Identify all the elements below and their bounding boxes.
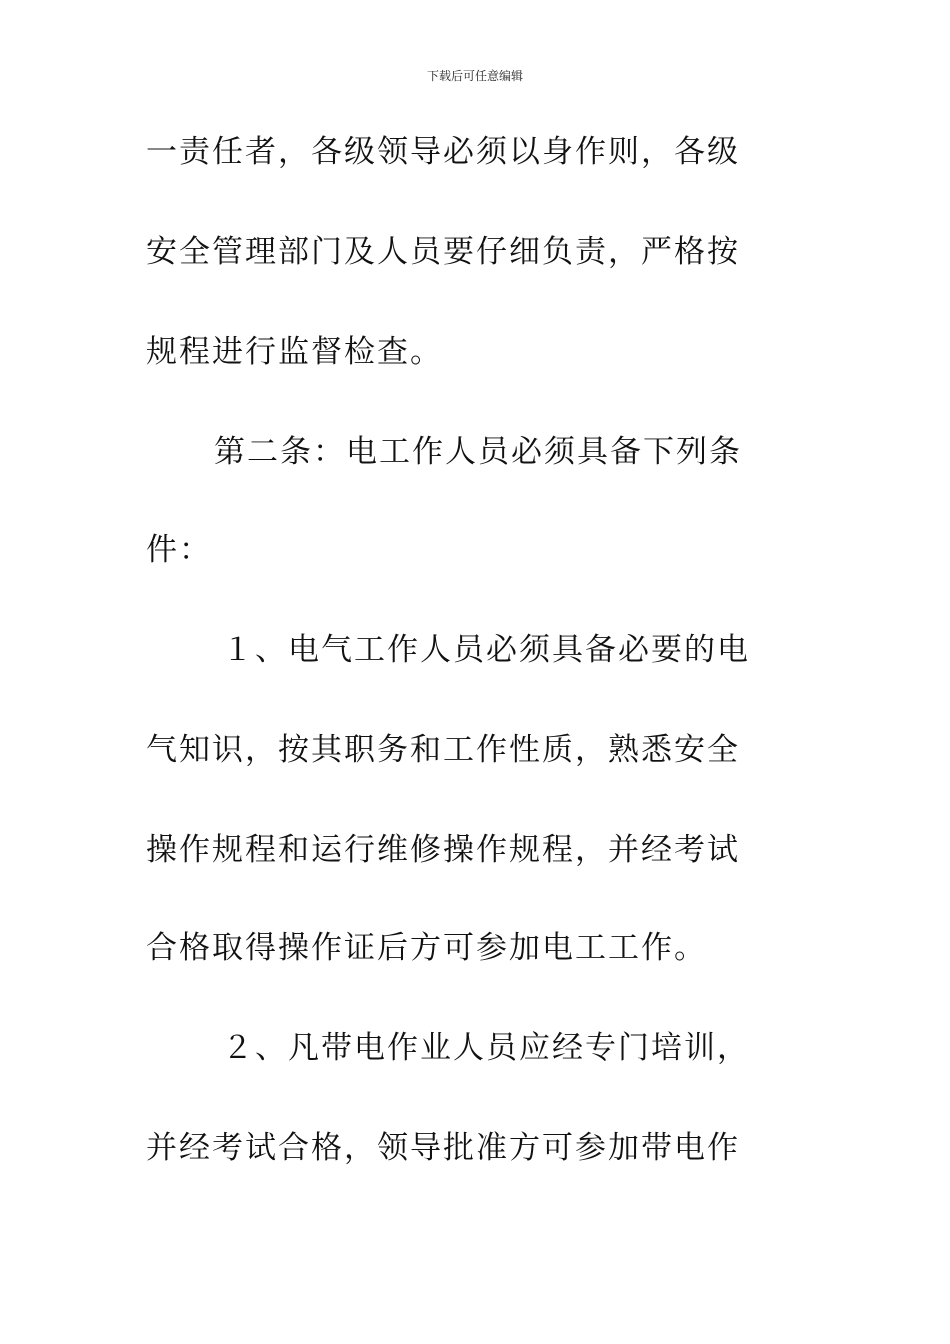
text-line: 安全管理部门及人员要仔细负责，严格按 — [146, 234, 740, 270]
list-item-1-start: １、电气工作人员必须具备必要的电 — [222, 632, 750, 668]
text-line: 并经考试合格，领导批准方可参加带电作 — [146, 1130, 740, 1166]
text-line: 气知识，按其职务和工作性质，熟悉安全 — [146, 732, 740, 768]
page-header: 下载后可任意编辑 — [426, 69, 523, 83]
text-line: 一责任者，各级领导必须以身作则，各级 — [146, 134, 740, 170]
text-line: 操作规程和运行维修操作规程，并经考试 — [146, 832, 740, 868]
list-item-2-start: ２、凡带电作业人员应经专门培训， — [222, 1030, 750, 1066]
text-line: 件： — [146, 532, 212, 568]
paragraph-start-line: 第二条：电工作人员必须具备下列条 — [214, 434, 742, 470]
text-line: 合格取得操作证后方可参加电工工作。 — [146, 930, 707, 966]
text-line: 规程进行监督检查。 — [146, 334, 443, 370]
